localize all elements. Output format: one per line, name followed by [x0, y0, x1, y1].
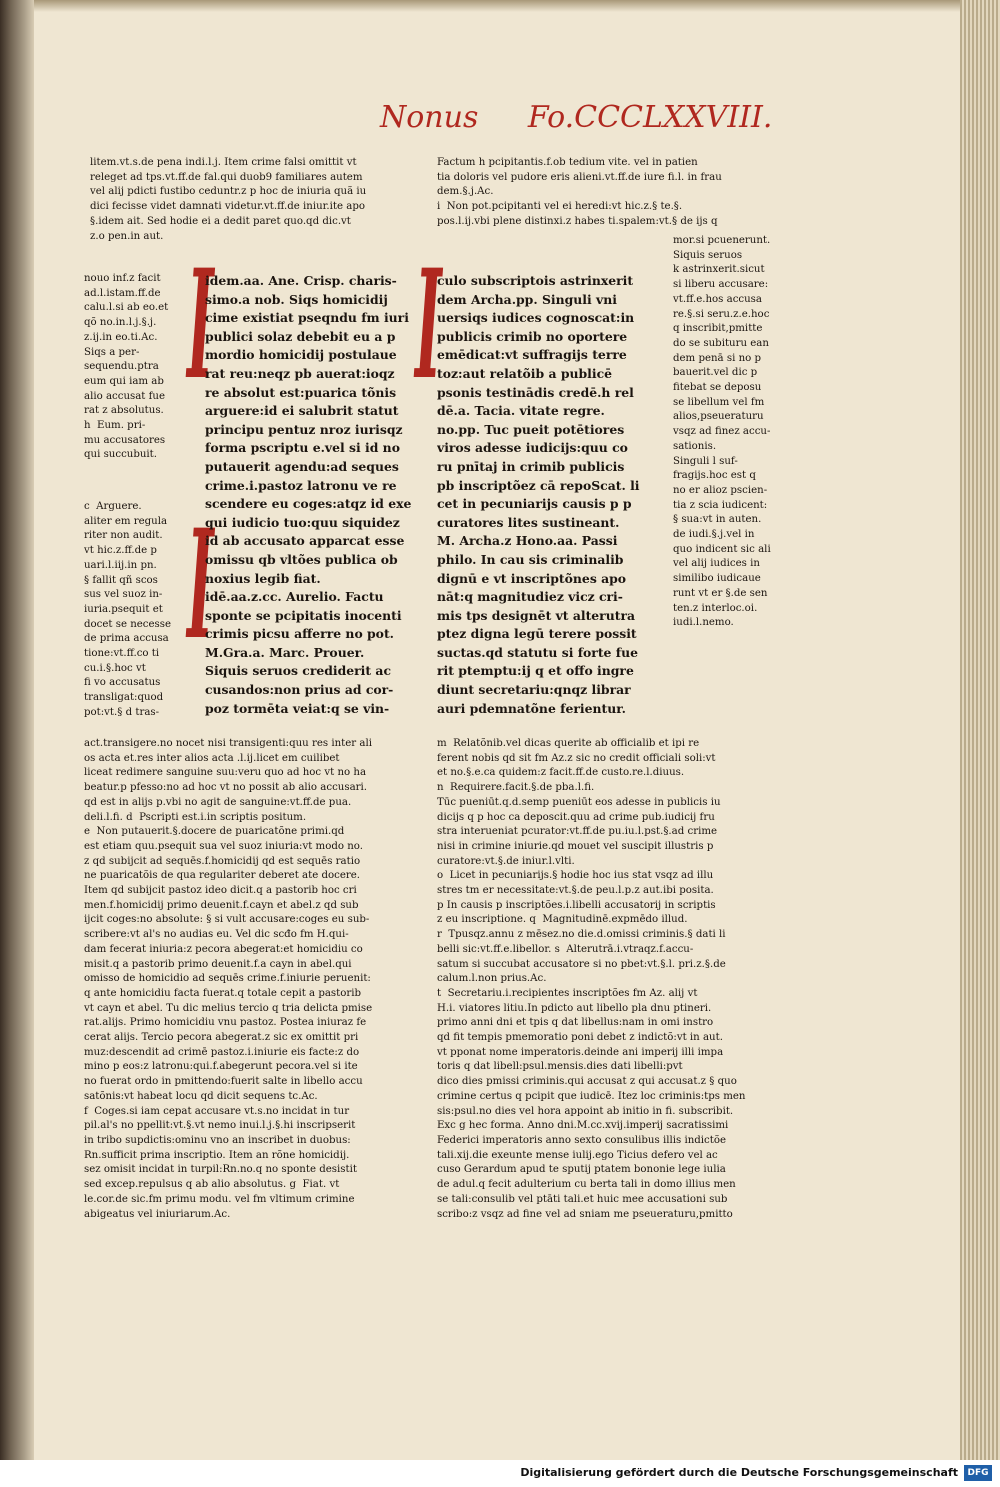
- main-text-left-column: idem.aa. Ane. Crisp. charis- simo.a nob. Siqs homicidij cime existiat pseqndu fm iuri publici solaz debebit eu a p mordio homicidij postulaue rat reu:neqz pb auerat:ioqz re absolut est:puarica tõnis arguere:id ei salubrit statut principu pentuz nroz iurisqz forma pscriptu e.vel si id no putauerit agendu:ad seques crime.i.pastoz latronu ve re scendere eu coges:atqz id exe qui iudicio tuo:quu siquidez id ab accusato apparcat esse omissu qb vltões publica ob noxius legib fiat. idē.aa.z.cc. Aurelio. Factu sponte se pcipitatis inocenti crimis picsu afferre no pot. M.Gra.a. Marc. Prouer. Siquis seruos crediderit ac cusandos:non prius ad cor- poz tormēta veiat:q se vin-: [205, 273, 412, 716]
- gloss-bottom-left: act.transigere.no nocet nisi transigenti:quu res inter ali os acta et.res inter alios acta .l.ij.licet em cuilibet liceat redimere sanguine suu:veru quo ad hoc vt no ha beatur.p pfesso:no ad hoc vt no possit ab alio accusari. qd est in alijs p.vbi no agit de sanguine:vt.ff.de pua. deli.l.fi. d Pscripti est.i.in scriptis positum. e Non putauerit.§.docere de puaricatõne primi.qd est etiam quu.psequit sua vel suoz iniuria:vt modo no. z qd subijcit ad sequēs.f.homicidij qd est sequēs ratio ne puaricatõis de qua regulariter deberet ate docere. Item qd subijcit pastoz ideo dicit.q a pastorib hoc cri men.f.homicidij primo deuenit.f.cayn et abel.z qd sub ijcit coges:no absolute: § si vult accusare:coges eu sub- scribere:vt al's no audias eu. Vel dic scđo fm H.qui- dam fecerat iniuria:z pecora abegerat:et homicidiu co misit.q a pastorib primo deuenit.f.a cayn in abel.qui omisso de homicidio ad sequēs crime.f.iniurie peruenit: q ante homicidiu facta fuerat.q totale cepit a pastorib vt cayn et abel. Tu dic melius tercio q tria delicta pmise rat.alijs. Primo homicidiu vnu pastoz. Postea iniuraz fe cerat alijs. Tercio pecora abegerat.z sic ex omittit pri muz:descendit ad crimē pastoz.i.iniurie eis facte:z do mino p eos:z latronu:qui.f.abegerunt pecora.vel si ite no fuerat ordo in pmittendo:fuerit salte in libello accu satõnis:vt habeat locu qd dicit sequens tc.Ac. f Coges.si iam cepat accusare vt.s.no incidat in tur pil.al's no ppellit:vt.§.vt nemo inui.l.j.§.hi inscripserit in tribo supdictis:ominu vno an inscribet in duobus: Rn.sufficit prima inscriptio. Item an rõne homicidij. sez omisit incidat in turpil:Rn.no.q no sponte desistit sed excep.repulsus q ab alio absolutus. g Fiat. vt le.cor.de sic.fm primu modu. vel fm vltimum crimine abigeatus vel iniuriarum.Ac.: [84, 738, 373, 1220]
- dfg-logo-icon: DFG: [964, 1465, 992, 1481]
- gloss-top-right: Factum h pcipitantis.f.ob tedium vite. vel in patien tia doloris vel pudore eris alieni.vt.ff.de iure fi.l. in frau dem.§.j.Ac. i Non pot.pcipitanti vel ei heredi:vt hic.z.§ te.§. pos.l.ij.vbi plene distinxi.z habes ti.spalem:vt.§ de ijs q: [437, 157, 722, 227]
- gloss-bottom-right: m Relatõnib.vel dicas querite ab officialib et ipi re ferent nobis qd sit fm Az.z sic no credit officiali soli:vt et no.§.e.ca quidem:z facit.ff.de custo.re.l.diuus. n Requirere.facit.§.de pba.l.fi. Tūc pueniūt.q.d.semp pueniūt eos adesse in publicis iu dicijs q p hoc ca deposcit.quu ad crime pub.iudicij fru stra interueniat pcurator:vt.ff.de pu.iu.l.pst.§.ad crime nisi in crimine iniurie.qd mouet vel suscipit illustris p curatore:vt.§.de iniur.l.vlti. o Licet in pecuniarijs.§ hodie hoc ius stat vsqz ad illu stres tm er necessitate:vt.§.de peu.l.p.z aut.ibi posita. p In causis p inscriptões.i.libelli accusatorij in scriptis z eu inscriptione. q Magnitudinē.expmēdo illud. r Tpusqz.annu z mēsez.no die.d.omissi criminis.§ dati li belli sic:vt.ff.e.libellor. s Alterutrā.i.vtraqz.f.accu- satum si succubat accusatore si no pbet:vt.§.l. pri.z.§.de calum.l.non prius.Ac. t Secretariu.i.recipientes inscriptões fm Az. alij vt H.i. viatores litiu.In pdicto aut libello pla dnu ptineri. primo anni dni et tpis q dat libellus:nam in omi instro qd fit tempis pmemoratio poni debet z indictõ:vt in aut. vt pponat nome imperatoris.deinde ani imperij illi impa toris q dat libell:psul.mensis.dies dati libelli:pvt dico dies pmissi criminis.qui accusat z qui accusat.z § quo crimine certus q pcipit que iudicē. Itez loc criminis:tps men sis:psul.no dies vel hora appoint ab initio in fi. subscribit. Exc g hec forma. Anno dni.M.cc.xvij.imperij sacratissimi Federici imperatoris anno sexto consulibus illis indictõe tali.xij.die exeunte mense iulij.ego Ticius defero vel ac cuso Gerardum apud te sputij ptatem bononie lege iulia de adul.q fecit adulterium cu berta tali in domo illius men se tali:consulib vel ptāti tali.et huic mee accusationi sub scribo:z vsqz ad fine vel ad sniam me pseueraturu,pmitto: [437, 738, 746, 1220]
- gloss-left-margin: nouo inf.z facit ad.l.istam.ff.de calu.l.si ab eo.et qõ no.in.l.j.§.j. z.ij.in eo.ti.Ac. Siqs a per- sequendu.ptra eum qui iam ab alio accusat fue rat z absolutus. h Eum. pri- mu accusatores qui succubuit.: [84, 273, 169, 461]
- book-title: Nonus: [380, 100, 479, 135]
- running-header: [380, 100, 800, 135]
- gloss-right-margin: mor.si pcuenerunt. Siquis seruos k astrinxerit.sicut si liberu accusare: vt.ff.e.hos accusa re.§.si seru.z.e.hoc q inscribit,pmitte do se subituru ean dem penā si no p bauerit.vel dic p fitebat se deposu se libellum vel fm alios,pseueraturu vsqz ad finez accu- sationis. Singuli l suf- fragijs.hoc est q no er alioz pscien- tia z scia iudicent: § sua:vt in auten. de iudi.§.j.vel in quo indicent sic ali vel alij iudices in similibo iudicaue runt vt er §.de sen ten.z interloc.oi. iudi.l.nemo.: [673, 235, 771, 629]
- top-page-edge: [34, 0, 1000, 12]
- gloss-top-left: litem.vt.s.de pena indi.l.j. Item crime falsi omittit vt releget ad tps.vt.ff.de fal.qui duob9 familiares autem vel alij pdicti fustibo ceduntr.z p hoc de iniuria quã iu dici fecisse videt damnati videtur.vt.ff.de iniur.ite apo §.idem ait. Sed hodie ei a dedit paret quo.qd dic.vt z.o pen.in aut.: [90, 157, 367, 242]
- binding-edge: [0, 0, 34, 1460]
- initial-letter-c: I: [415, 237, 442, 413]
- folio-number: Fo.CCCLXXVIII.: [527, 100, 773, 135]
- initial-letter-a: I: [187, 237, 214, 413]
- gloss-left-margin-lower: c Arguere. aliter em regula riter non audit. vt hic.z.ff.de p uari.l.iij.in pn. § fallit qñ scos sus vel suoz in- iuria.psequit et docet se necesse de prima accusa tione:vt.ff.co ti cu.i.§.hoc vt fi vo accusatus transligat:quod pot:vt.§ d tras-: [84, 501, 172, 718]
- footer-bar: [0, 1460, 1000, 1487]
- page-stack-edge: [960, 0, 1000, 1460]
- initial-letter-b: I: [187, 497, 214, 673]
- funding-credit: Digitalisierung gefördert durch die Deutsche Forschungsgemeinschaft: [520, 1466, 958, 1479]
- main-text-right-column: culo subscriptois astrinxerit dem Archa.pp. Singuli vni uersiqs iudices cognoscat:in publicis crimib no oportere emēdicat:vt suffragijs terre toz:aut relatõib a publicē psonis testinādis credē.h rel dē.a. Tacia. vitate regre. no.pp. Tuc pueit potētiores viros adesse iudicijs:quu co ru pnītaj in crimib publicis pb inscriptõez cā repoScat. li cet in pecuniarijs causis p p curatores lites sustineant. M. Archa.z Hono.aa. Passi philo. In cau sis criminalib dignū e vt inscriptõnes apo nāt:q magnitudiez vicz cri- mis tps designēt vt alterutra ptez digna legū terere possit suctas.qd statutu si forte fue rit ptemptu:ij q et offo ingre diunt secretariu:qnqz librar auri pdemnatõne ferientur.: [437, 273, 640, 716]
